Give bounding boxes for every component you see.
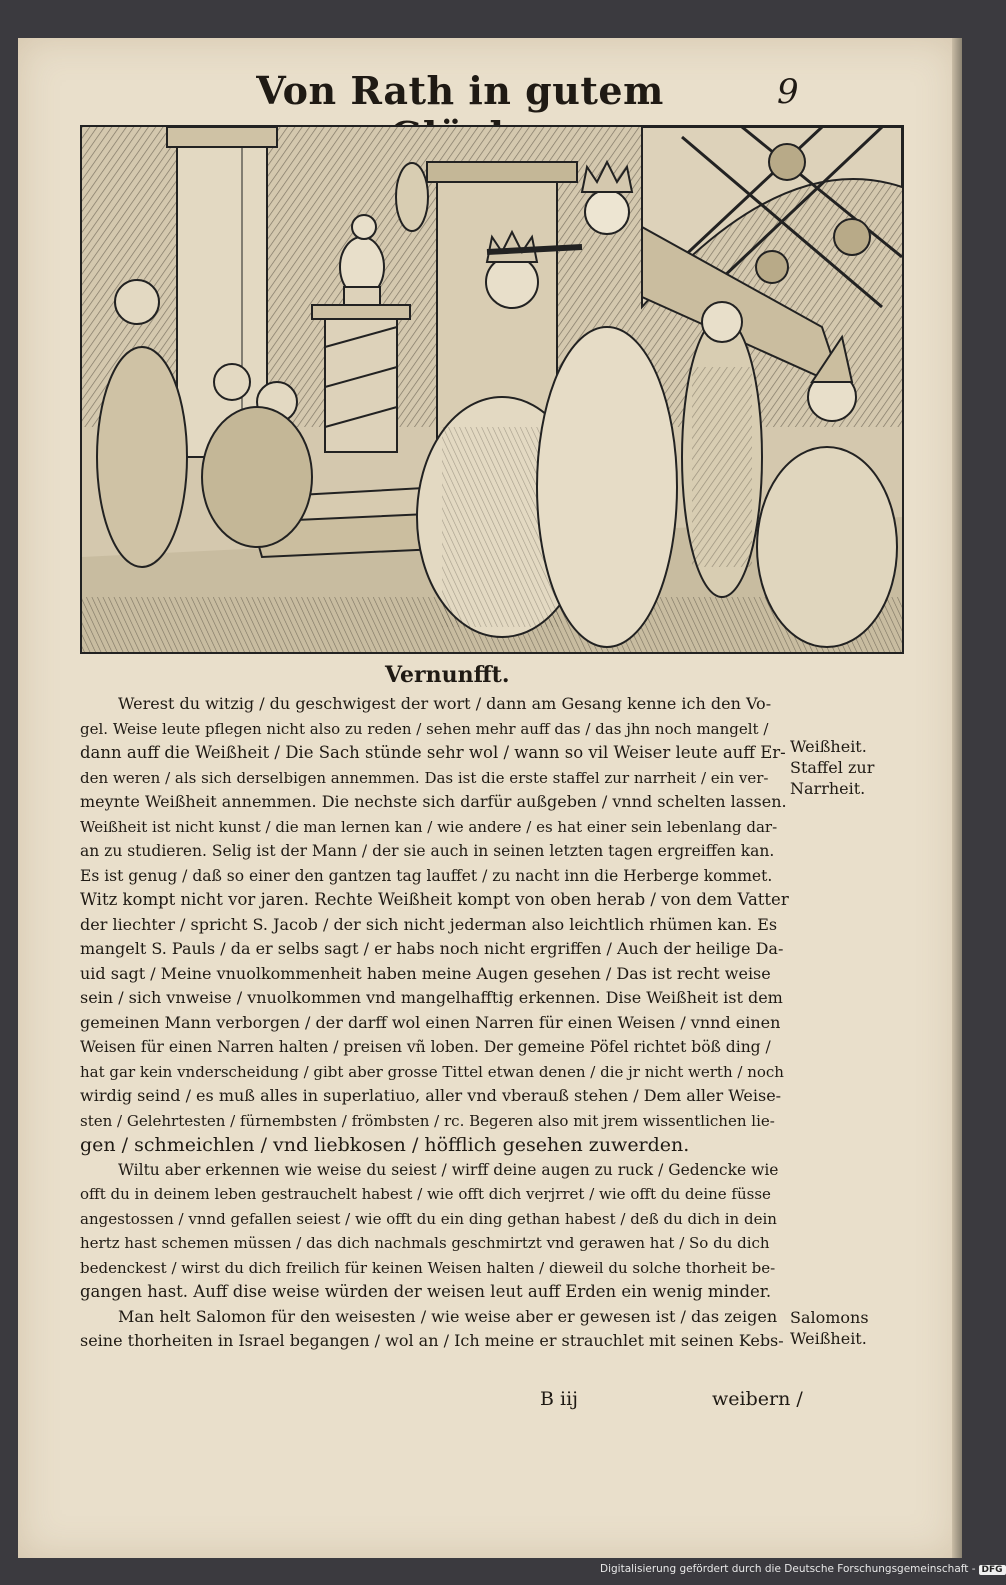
text-line: sein / sich vnweise / vnuolkommen vnd mangelhafftig erkennen. Dise Weißheit ist dem <box>80 988 783 1007</box>
text-line: mangelt S. Pauls / da er selbs sagt / er habs noch nicht ergriffen / Auch der heilige Da- <box>80 939 784 958</box>
text-line: hat gar kein vnderscheidung / gibt aber grosse Tittel etwan denen / die jr nicht werth / noch <box>80 1062 784 1081</box>
margin-note-salomon <box>790 1307 880 1349</box>
page-edge <box>952 38 962 1558</box>
text-line: Man helt Salomon für den weisesten / wie weise aber er gewesen ist / das zeigen <box>118 1306 778 1326</box>
credit-text: Digitalisierung gefördert durch die Deutsche Forschungsgemeinschaft - <box>600 1563 976 1575</box>
text-line: gangen hast. Auff dise weise würden der weisen leut auff Erden ein wenig minder. <box>80 1282 772 1301</box>
text-line: Weißheit ist nicht kunst / die man lernen kan / wie andere / es hat einer sein lebenlang dar- <box>80 817 778 836</box>
woodcut-scene <box>82 127 902 652</box>
section-title: Vernunfft. <box>385 662 510 688</box>
text-line: hertz hast schemen müssen / das dich nachmals geschmirtzt vnd gerawen hat / So du dich <box>80 1234 770 1252</box>
text-line: gemeinen Mann verborgen / der darff wol einen Narren für einen Weisen / vnnd einen <box>80 1012 781 1032</box>
margin-note-line: Staffel zur <box>790 758 875 777</box>
page-number: 9 <box>777 72 799 112</box>
text-line: Wiltu aber erkennen wie weise du seiest / wirff deine augen zu ruck / Gedencke wie <box>118 1160 779 1179</box>
text-line: uid sagt / Meine vnuolkommenheit haben meine Augen gesehen / Das ist recht weise <box>80 963 771 983</box>
text-line: gen / schmeichlen / vnd liebkosen / höfflich gesehen zuwerden. <box>80 1134 690 1156</box>
text-line: Weisen für einen Narren halten / preisen vñ loben. Der gemeine Pöfel richtet böß ding / <box>80 1038 771 1056</box>
text-line: Werest du witzig / du geschwigest der wort / dann am Gesang kenne ich den Vo- <box>118 694 772 713</box>
text-line: sten / Gelehrtesten / fürnembsten / frömbsten / rc. Begeren also mit jrem wissentlichen lie- <box>80 1111 775 1130</box>
margin-note-line: Narrheit. <box>790 779 866 798</box>
dfg-logo: DFG <box>979 1565 1006 1575</box>
text-line: offt du in deinem leben gestrauchelt habest / wie offt dich verjrret / wie offt du deine füsse <box>80 1185 771 1203</box>
text-line: seine thorheiten in Israel begangen / wol an / Ich meine er strauchlet mit seinen Kebs- <box>80 1331 784 1350</box>
text-line: Witz kompt nicht vor jaren. Rechte Weißheit kompt von oben herab / von dem Vatter <box>80 890 789 909</box>
text-line: an zu studieren. Selig ist der Mann / der sie auch in seinen letzten tagen ergreiffen kan. <box>80 842 775 860</box>
margin-note-line: Weißheit. <box>790 737 867 756</box>
catchword: weibern / <box>712 1388 803 1410</box>
margin-note-staffel <box>790 736 880 799</box>
digitization-credit <box>600 1563 1003 1575</box>
body-text <box>80 692 790 1354</box>
text-line: den weren / als sich derselbigen annemmen. Das ist die erste staffel zur narrheit / ein ver- <box>80 768 769 787</box>
running-head-title: Von Rath in gutem <box>256 68 664 113</box>
text-line: gel. Weise leute pflegen nicht also zu reden / sehen mehr auff das / das jhn noch mangelt / <box>80 719 769 738</box>
woodcut-illustration <box>80 125 904 654</box>
text-line: Es ist genug / daß so einer den gantzen tag lauffet / zu nacht inn die Herberge kommet. <box>80 866 773 885</box>
signature-mark: B iij <box>540 1388 579 1410</box>
text-line: der liechter / spricht S. Jacob / der sich nicht jederman also leichtlich rhümen kan. Es <box>80 914 778 934</box>
text-line: bedenckest / wirst du dich freilich für keinen Weisen halten / dieweil du solche thorheit be- <box>80 1258 776 1277</box>
text-line: dann auff die Weißheit / Die Sach stünde sehr wol / wann so vil Weiser leute auff Er- <box>80 743 786 762</box>
text-line: angestossen / vnnd gefallen seiest / wie offt du ein ding gethan habest / deß du dich in dein <box>80 1209 777 1228</box>
text-line: wirdig seind / es muß alles in superlatiuo, aller vnd vberauß stehen / Dem aller Weise- <box>80 1086 782 1105</box>
margin-note-line: Salomons <box>790 1308 869 1327</box>
margin-note-line: Weißheit. <box>790 1329 867 1348</box>
text-line: meynte Weißheit annemmen. Die nechste sich darfür außgeben / vnnd schelten lassen. <box>80 792 787 811</box>
